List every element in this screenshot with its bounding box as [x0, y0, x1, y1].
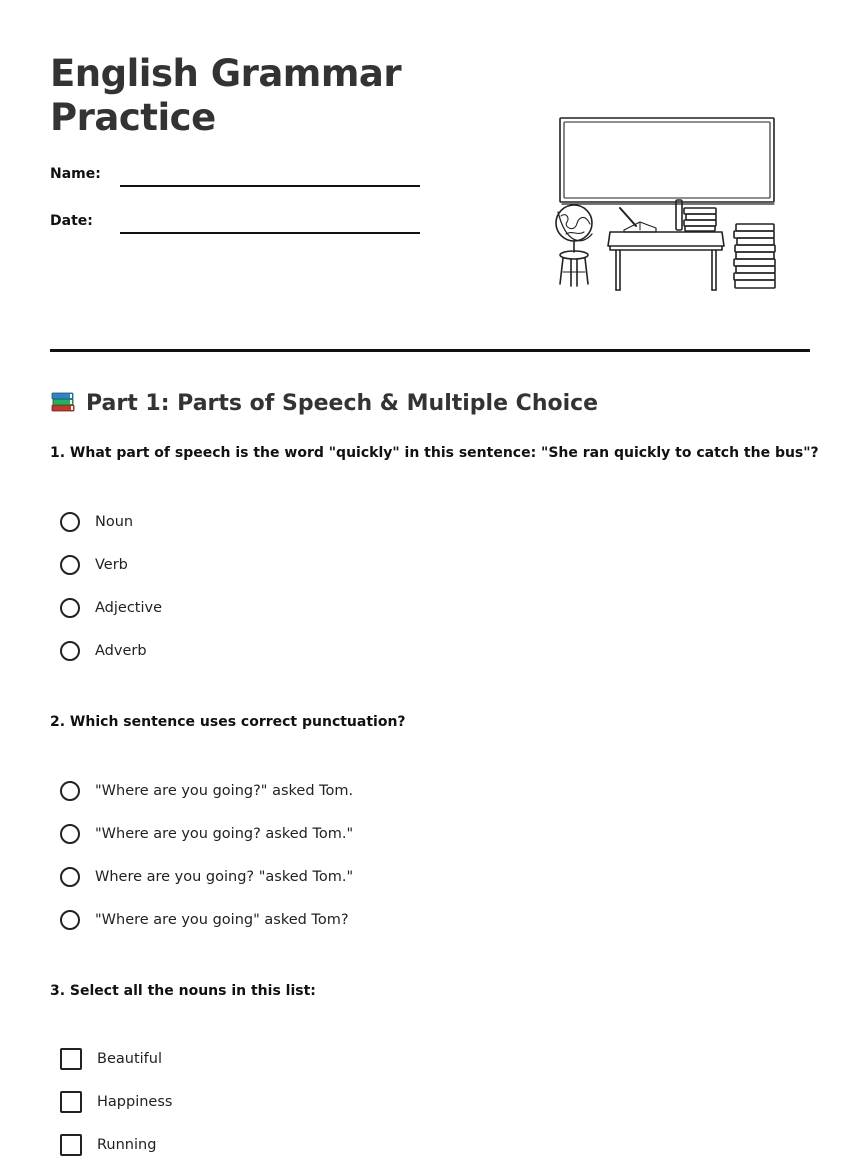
q1-option-adjective[interactable] [60, 595, 162, 621]
checkbox[interactable] [60, 1048, 82, 1070]
option-label: Verb [95, 557, 128, 573]
name-label: Name: [50, 166, 101, 182]
radio-button[interactable] [60, 824, 80, 844]
title-line-1: English Grammar [50, 52, 402, 95]
option-label: "Where are you going? asked Tom." [95, 826, 354, 842]
classroom-illustration-icon [552, 112, 788, 298]
option-label: Adverb [95, 643, 147, 659]
checkbox[interactable] [60, 1091, 82, 1113]
question-1: 1. What part of speech is the word "quickly" in this sentence: "She ran quickly to catch the bus"? [50, 445, 819, 461]
name-field[interactable] [50, 166, 420, 196]
option-label: "Where are you going?" asked Tom. [95, 783, 354, 799]
title-line-2: Practice [50, 96, 216, 139]
page-title [50, 52, 470, 140]
books-icon [50, 388, 76, 414]
q2-option-a[interactable] [60, 778, 353, 804]
q3-option-happiness[interactable] [60, 1089, 172, 1115]
q2-option-b[interactable] [60, 821, 353, 847]
question-3: 3. Select all the nouns in this list: [50, 983, 316, 999]
question-2: 2. Which sentence uses correct punctuation? [50, 714, 406, 730]
date-input-line[interactable] [120, 232, 420, 234]
radio-button[interactable] [60, 512, 80, 532]
q1-option-verb[interactable] [60, 552, 128, 578]
option-label: Noun [95, 514, 134, 530]
option-label: Happiness [97, 1094, 173, 1110]
radio-button[interactable] [60, 598, 80, 618]
checkbox[interactable] [60, 1134, 82, 1156]
option-label: Beautiful [97, 1051, 162, 1067]
radio-button[interactable] [60, 555, 80, 575]
section-title [50, 388, 598, 416]
q3-option-beautiful[interactable] [60, 1046, 162, 1072]
radio-button[interactable] [60, 867, 80, 887]
q1-option-adverb[interactable] [60, 638, 147, 664]
radio-button[interactable] [60, 641, 80, 661]
option-label: Adjective [95, 600, 163, 616]
q2-option-d[interactable] [60, 907, 349, 933]
q2-option-c[interactable] [60, 864, 353, 890]
option-label: Running [97, 1137, 157, 1153]
header-divider [50, 349, 810, 352]
q1-option-noun[interactable] [60, 509, 133, 535]
q3-option-running[interactable] [60, 1132, 156, 1158]
option-label: Where are you going? "asked Tom." [95, 869, 354, 885]
radio-button[interactable] [60, 910, 80, 930]
radio-button[interactable] [60, 781, 80, 801]
date-label: Date: [50, 213, 93, 229]
section-title-text: Part 1: Parts of Speech & Multiple Choice [86, 391, 599, 416]
name-input-line[interactable] [120, 185, 420, 187]
date-field[interactable] [50, 213, 420, 243]
option-label: "Where are you going" asked Tom? [95, 912, 349, 928]
